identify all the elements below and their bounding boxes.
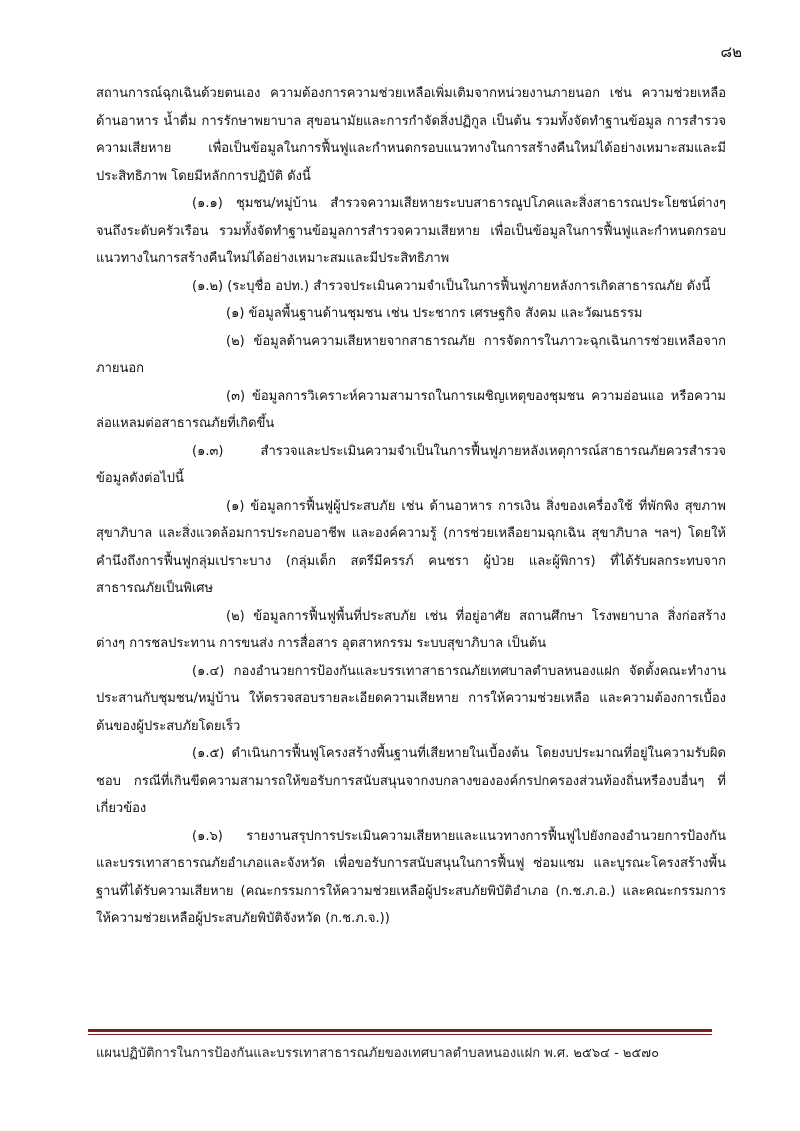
footer-divider-thin (88, 1034, 712, 1035)
paragraph-1-5: (๑.๕) ดำเนินการฟื้นฟูโครงสร้างพื้นฐานที่เสียหายในเบื้องต้น โดยงบประมาณที่อยู่ในความรับผิดชอบ กรณีที่เกินขีดความสามารถให้ขอรับการสนับสนุนจากงบกลางขององค์กรปกครองส่วนท้องถิ่นหรืองบอื่นๆ ที่เกี่ยวข้อง (96, 746, 726, 816)
paragraph-intro-continued: สถานการณ์ฉุกเฉินด้วยตนเอง ความต้องการความช่วยเหลือเพิ่มเติมจากหน่วยงานภายนอก เช่น ความช่วยเหลือด้านอาหาร น้ำดื่ม การรักษาพยาบาล สุขอนามัยและการกำจัดสิ่งปฏิกูล เป็นต้น รวมทั้งจัดทำฐานข้อมูล การสำรวจความเสียหาย เพื่อเป็นข้อมูลในการฟื้นฟูและกำหนดกรอบแนวทางในการสร้างคืนใหม่ได้อย่างเหมาะสมและมีประสิทธิภาพ โดยมีหลักการปฏิบัติ ดังนี้ (96, 86, 726, 184)
footer-divider-thick (88, 1029, 712, 1032)
paragraph-1-6: (๑.๖) รายงานสรุปการประเมินความเสียหายและแนวทางการฟื้นฟูไปยังกองอำนวยการป้องกันและบรรเทาสาธารณภัยอำเภอและจังหวัด เพื่อขอรับการสนับสนุนในการฟื้นฟู ซ่อมแซม และบูรณะโครงสร้างพื้นฐานที่ได้รับความเสียหาย (คณะกรรมการให้ความช่วยเหลือผู้ประสบภัยพิบัติอำเภอ (ก.ช.ภ.อ.) และคณะกรรมการให้ความช่วยเหลือผู้ประสบภัยพิบัติจังหวัด (ก.ช.ภ.จ.)) (96, 828, 726, 926)
paragraph-1-2-item-1: (๑) ข้อมูลพื้นฐานด้านชุมชน เช่น ประชากร เศรษฐกิจ สังคม และวัฒนธรรม (226, 306, 643, 321)
paragraph-1-2: (๑.๒) (ระบุชื่อ อปท.) สำรวจประเมินความจำเป็นในการฟื้นฟูภายหลังการเกิดสาธารณภัย ดังนี้ (192, 278, 711, 294)
paragraph-1-3: (๑.๓) สำรวจและประเมินความจำเป็นในการฟื้นฟูภายหลังเหตุการณ์สาธารณภัยควรสำรวจข้อมูลดังต่อไปนี้ (96, 443, 726, 486)
page-number: ๘๒ (720, 43, 742, 61)
paragraph-1-3-item-2: (๒) ข้อมูลการฟื้นฟูพื้นที่ประสบภัย เช่น ที่อยู่อาศัย สถานศึกษา โรงพยาบาล สิ่งก่อสร้างต่างๆ การชลประทาน การขนส่ง การสื่อสาร อุตสาหกรรม ระบบสุขาภิบาล เป็นต้น (96, 608, 726, 651)
paragraph-1-3-item-1: (๑) ข้อมูลการฟื้นฟูผู้ประสบภัย เช่น ด้านอาหาร การเงิน สิ่งของเครื่องใช้ ที่พักพิง สุขภาพ สุขาภิบาล และสิ่งแวดล้อมการประกอบอาชีพ และองค์ความรู้ (การช่วยเหลือยามฉุกเฉิน สุขาภิบาล ฯลฯ) โดยให้คำนึงถึงการฟื้นฟูกลุ่มเปราะบาง (กลุ่มเด็ก สตรีมีครรภ์ คนชรา ผู้ป่วย และผู้พิการ) ที่ได้รับผลกระทบจากสาธารณภัยเป็นพิเศษ (96, 498, 726, 596)
paragraph-1-1: (๑.๑) ชุมชน/หมู่บ้าน สำรวจความเสียหายระบบสาธารณูปโภคและสิ่งสาธารณประโยชน์ต่างๆ จนถึงระดับครัวเรือน รวมทั้งจัดทำฐานข้อมูลการสำรวจความเสียหาย เพื่อเป็นข้อมูลในการฟื้นฟูและกำหนดกรอบแนวทางในการสร้างคืนใหม่ได้อย่างเหมาะสมและมีประสิทธิภาพ (96, 196, 726, 266)
document-body (96, 80, 726, 933)
paragraph-1-2-item-2: (๒) ข้อมูลด้านความเสียหายจากสาธารณภัย การจัดการในภาวะฉุกเฉินการช่วยเหลือจากภายนอก (96, 333, 726, 376)
paragraph-1-2-item-3: (๓) ข้อมูลการวิเคราะห์ความสามารถในการเผชิญเหตุของชุมชน ความอ่อนแอ หรือความล่อแหลมต่อสาธารณภัยที่เกิดขึ้น (96, 388, 726, 431)
footer-text: แผนปฏิบัติการในการป้องกันและบรรเทาสาธารณภัยของเทศบาลตำบลหนองแฝก พ.ศ. ๒๕๖๔ - ๒๕๗๐ (96, 1046, 660, 1061)
paragraph-1-4: (๑.๔) กองอำนวยการป้องกันและบรรเทาสาธารณภัยเทศบาลตำบลหนองแฝก จัดตั้งคณะทำงานประสานกับชุมชน/หมู่บ้าน ให้ตรวจสอบรายละเอียดความเสียหาย การให้ความช่วยเหลือ และความต้องการเบื้องต้นของผู้ประสบภัยโดยเร็ว (96, 663, 726, 734)
